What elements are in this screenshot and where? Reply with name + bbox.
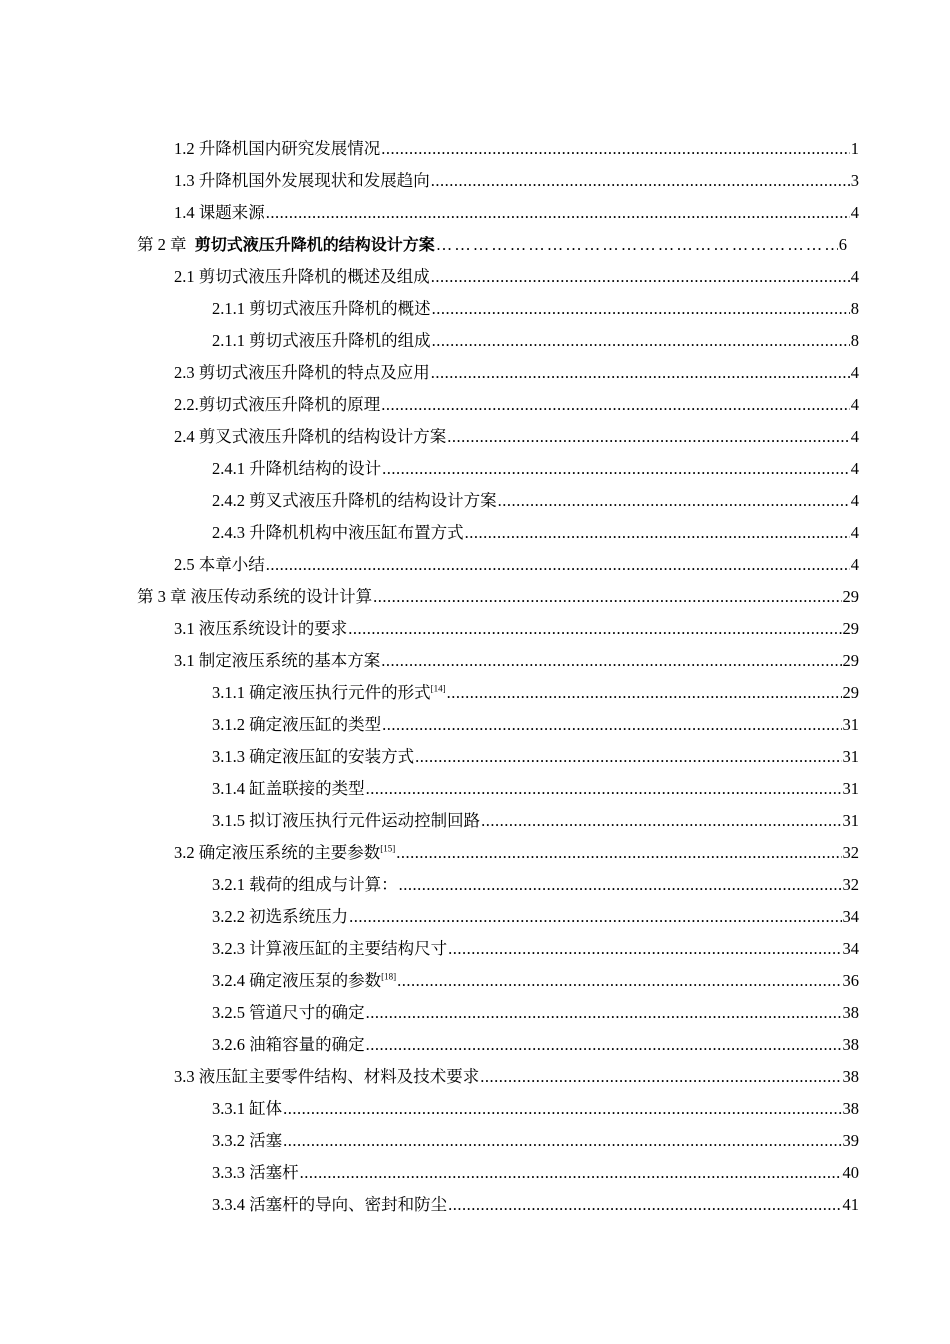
- toc-entry[interactable]: [0, 643, 950, 675]
- dot-leader: [448, 939, 841, 959]
- toc-page-number: 41: [842, 1195, 859, 1214]
- toc-entry-title: 1.2 升降机国内研究发展情况: [174, 139, 381, 158]
- toc-entry-title: 2.4.2 剪叉式液压升降机的结构设计方案: [212, 491, 497, 510]
- toc-page-number: 4: [850, 555, 859, 574]
- toc-entry-title: 3.2.2 初选系统压力: [212, 907, 349, 926]
- toc-entry[interactable]: [0, 451, 950, 483]
- toc-entry[interactable]: [0, 611, 950, 643]
- dot-leader: [431, 171, 850, 191]
- toc-entry-title: 2.1.1 剪切式液压升降机的概述: [212, 299, 431, 318]
- toc-entry-title: 3.1.3 确定液压缸的安装方式: [212, 747, 415, 766]
- dot-leader: [436, 235, 838, 255]
- toc-entry-label: [212, 679, 446, 703]
- toc-entry-title: 1.3 升降机国外发展现状和发展趋向: [174, 171, 430, 190]
- toc-entry[interactable]: [0, 1187, 950, 1219]
- toc-entry-label: [212, 743, 414, 767]
- toc-page-number: 8: [850, 299, 859, 318]
- toc-entry-label: [174, 167, 430, 191]
- toc-entry-label: [212, 999, 365, 1023]
- toc-entry-title: 2.4.3 升降机机构中液压缸布置方式: [212, 523, 464, 542]
- toc-page-number: 32: [842, 843, 859, 862]
- toc-page-number: 38: [842, 1099, 859, 1118]
- toc-page-number: 32: [842, 875, 859, 894]
- toc-entry-label: [212, 903, 348, 927]
- toc-entry-title: 3.3.3 活塞杆: [212, 1163, 299, 1182]
- toc-page-number: 39: [842, 1131, 859, 1150]
- toc-entry-title: 3.3.4 活塞杆的导向、密封和防尘: [212, 1195, 448, 1214]
- toc-page-number: 4: [850, 203, 859, 222]
- dot-leader: [415, 747, 841, 767]
- toc-entry-label: [212, 519, 464, 543]
- toc-entry[interactable]: [0, 355, 950, 387]
- toc-entry[interactable]: [0, 131, 950, 163]
- citation-superscript: [14]: [430, 683, 446, 694]
- toc-entry[interactable]: [0, 675, 950, 707]
- toc-page-number: 4: [850, 363, 859, 382]
- toc-entry-label: [212, 1095, 282, 1119]
- toc-page-number: 4: [850, 395, 859, 414]
- toc-page-number: 31: [842, 779, 859, 798]
- dot-leader: [266, 555, 850, 575]
- dot-leader: [447, 427, 850, 447]
- toc-entry-label: [212, 1127, 282, 1151]
- dot-leader: [480, 1067, 841, 1087]
- toc-entry[interactable]: [0, 483, 950, 515]
- toc-entry[interactable]: [0, 803, 950, 835]
- table-of-contents: [0, 131, 950, 1219]
- toc-entry-title: 3.2.1 载荷的组成与计算：: [212, 875, 398, 894]
- toc-entry-title: 3.2 确定液压系统的主要参数: [174, 843, 381, 862]
- toc-entry-label: [212, 487, 497, 511]
- dot-leader: [399, 875, 842, 895]
- toc-entry[interactable]: [0, 739, 950, 771]
- dot-leader: [366, 779, 842, 799]
- toc-entry-label: [174, 423, 446, 447]
- toc-entry-label: [174, 839, 395, 863]
- toc-entry-label: [174, 135, 380, 159]
- toc-entry-title: 3.1.1 确定液压执行元件的形式: [212, 683, 431, 702]
- toc-entry-label: [174, 551, 265, 575]
- toc-entry[interactable]: [0, 227, 950, 259]
- toc-page-number: 31: [842, 715, 859, 734]
- dot-leader: [432, 299, 850, 319]
- toc-entry[interactable]: [0, 1123, 950, 1155]
- toc-page-number: 34: [842, 939, 859, 958]
- toc-entry[interactable]: [0, 195, 950, 227]
- toc-entry[interactable]: [0, 835, 950, 867]
- toc-entry-title: 3.2.6 油箱容量的确定: [212, 1035, 365, 1054]
- toc-page-number: 8: [850, 331, 859, 350]
- toc-entry-label: [212, 295, 431, 319]
- toc-entry-label: [137, 231, 435, 255]
- toc-entry-label: [174, 263, 430, 287]
- dot-leader: [348, 619, 841, 639]
- toc-page-number: 36: [842, 971, 859, 990]
- toc-entry[interactable]: [0, 547, 950, 579]
- toc-entry[interactable]: [0, 1059, 950, 1091]
- toc-entry[interactable]: [0, 707, 950, 739]
- dot-leader: [432, 331, 850, 351]
- dot-leader: [381, 395, 850, 415]
- toc-page-number: 40: [842, 1163, 859, 1182]
- toc-entry-title: 3.2.5 管道尺寸的确定: [212, 1003, 365, 1022]
- toc-entry-label: [212, 711, 381, 735]
- toc-entry-label: [174, 199, 265, 223]
- toc-entry-title: 2.1.1 剪切式液压升降机的组成: [212, 331, 431, 350]
- dot-leader: [431, 267, 850, 287]
- toc-entry-label: [212, 1191, 447, 1215]
- toc-entry-title: 3.2.4 确定液压泵的参数: [212, 971, 382, 990]
- toc-page-number: 31: [842, 747, 859, 766]
- toc-entry-title: 2.5 本章小结: [174, 555, 265, 574]
- citation-superscript: [18]: [381, 971, 397, 982]
- toc-entry-title: 3.3.1 缸体: [212, 1099, 283, 1118]
- toc-entry-label: [174, 615, 347, 639]
- dot-leader: [349, 907, 841, 927]
- toc-entry[interactable]: [0, 899, 950, 931]
- toc-entry-title: 3.1 制定液压系统的基本方案: [174, 651, 381, 670]
- toc-page-number: 38: [842, 1067, 859, 1086]
- dot-leader: [382, 459, 850, 479]
- toc-entry-label: [174, 647, 380, 671]
- toc-entry[interactable]: [0, 995, 950, 1027]
- toc-entry-title: 3.1.2 确定液压缸的类型: [212, 715, 382, 734]
- toc-entry-title: 2.2.剪切式液压升降机的原理: [174, 395, 381, 414]
- toc-entry[interactable]: [0, 387, 950, 419]
- toc-entry-title: 2.4 剪叉式液压升降机的结构设计方案: [174, 427, 447, 446]
- dot-leader: [397, 971, 841, 991]
- toc-page-number: 29: [842, 651, 859, 670]
- toc-entry-title: 2.3 剪切式液压升降机的特点及应用: [174, 363, 430, 382]
- dot-leader: [283, 1131, 841, 1151]
- toc-entry-title: 2.1 剪切式液压升降机的概述及组成: [174, 267, 430, 286]
- toc-entry[interactable]: [0, 1027, 950, 1059]
- dot-leader: [481, 811, 841, 831]
- dot-leader: [465, 523, 850, 543]
- toc-entry-title: 1.4 课题来源: [174, 203, 265, 222]
- toc-page-number: 3: [850, 171, 859, 190]
- dot-leader: [366, 1035, 842, 1055]
- toc-entry[interactable]: [0, 419, 950, 451]
- toc-entry-title: 3.1.4 缸盖联接的类型: [212, 779, 365, 798]
- toc-entry-label: [212, 935, 447, 959]
- toc-entry-title: 3.3.2 活塞: [212, 1131, 283, 1150]
- toc-chapter-prefix: 第 2 章: [137, 235, 195, 254]
- citation-superscript: [15]: [380, 843, 396, 854]
- toc-entry-title: 第 3 章 液压传动系统的设计计算: [137, 587, 373, 606]
- toc-entry[interactable]: [0, 323, 950, 355]
- dot-leader: [447, 683, 842, 703]
- dot-leader: [382, 715, 841, 735]
- toc-page-number: 4: [850, 523, 859, 542]
- toc-entry[interactable]: [0, 963, 950, 995]
- toc-entry-label: [174, 1063, 479, 1087]
- dot-leader: [283, 1099, 841, 1119]
- dot-leader: [381, 139, 850, 159]
- toc-entry-title: 3.1.5 拟订液压执行元件运动控制回路: [212, 811, 481, 830]
- toc-page-number: 34: [842, 907, 859, 926]
- toc-entry[interactable]: [0, 579, 950, 611]
- toc-page-number: 29: [842, 683, 859, 702]
- toc-page-number: 4: [850, 267, 859, 286]
- dot-leader: [373, 587, 841, 607]
- dot-leader: [396, 843, 841, 863]
- toc-entry[interactable]: [0, 163, 950, 195]
- toc-entry-title: 3.3 液压缸主要零件结构、材料及技术要求: [174, 1067, 480, 1086]
- toc-page-number: 4: [850, 459, 859, 478]
- toc-page-number: 1: [850, 139, 859, 158]
- toc-entry[interactable]: [0, 867, 950, 899]
- toc-page-number: 6: [838, 235, 847, 254]
- toc-entry-label: [212, 775, 365, 799]
- toc-entry[interactable]: [0, 1155, 950, 1187]
- toc-page-number: 29: [842, 619, 859, 638]
- toc-entry-label: [174, 359, 430, 383]
- toc-entry[interactable]: [0, 259, 950, 291]
- toc-entry-label: [137, 583, 372, 607]
- toc-entry[interactable]: [0, 291, 950, 323]
- dot-leader: [381, 651, 841, 671]
- toc-entry-title: 剪切式液压升降机的结构设计方案: [194, 235, 435, 254]
- toc-entry[interactable]: [0, 931, 950, 963]
- dot-leader: [266, 203, 850, 223]
- toc-entry-label: [212, 871, 398, 895]
- dot-leader: [431, 363, 850, 383]
- toc-entry-label: [212, 327, 431, 351]
- toc-entry-title: 2.4.1 升降机结构的设计: [212, 459, 382, 478]
- toc-entry[interactable]: [0, 1091, 950, 1123]
- dot-leader: [366, 1003, 842, 1023]
- toc-entry[interactable]: [0, 515, 950, 547]
- toc-entry-label: [212, 455, 381, 479]
- toc-entry-title: 3.1 液压系统设计的要求: [174, 619, 348, 638]
- toc-entry[interactable]: [0, 771, 950, 803]
- toc-entry-label: [212, 1031, 365, 1055]
- dot-leader: [300, 1163, 842, 1183]
- toc-page-number: 38: [842, 1003, 859, 1022]
- toc-page-number: 4: [850, 491, 859, 510]
- toc-page-number: 38: [842, 1035, 859, 1054]
- toc-page-number: 29: [842, 587, 859, 606]
- toc-page-number: 31: [842, 811, 859, 830]
- toc-entry-label: [212, 1159, 299, 1183]
- dot-leader: [448, 1195, 841, 1215]
- toc-entry-label: [174, 391, 380, 415]
- toc-entry-label: [212, 967, 396, 991]
- toc-entry-label: [212, 807, 480, 831]
- dot-leader: [498, 491, 850, 511]
- toc-entry-title: 3.2.3 计算液压缸的主要结构尺寸: [212, 939, 448, 958]
- toc-page-number: 4: [850, 427, 859, 446]
